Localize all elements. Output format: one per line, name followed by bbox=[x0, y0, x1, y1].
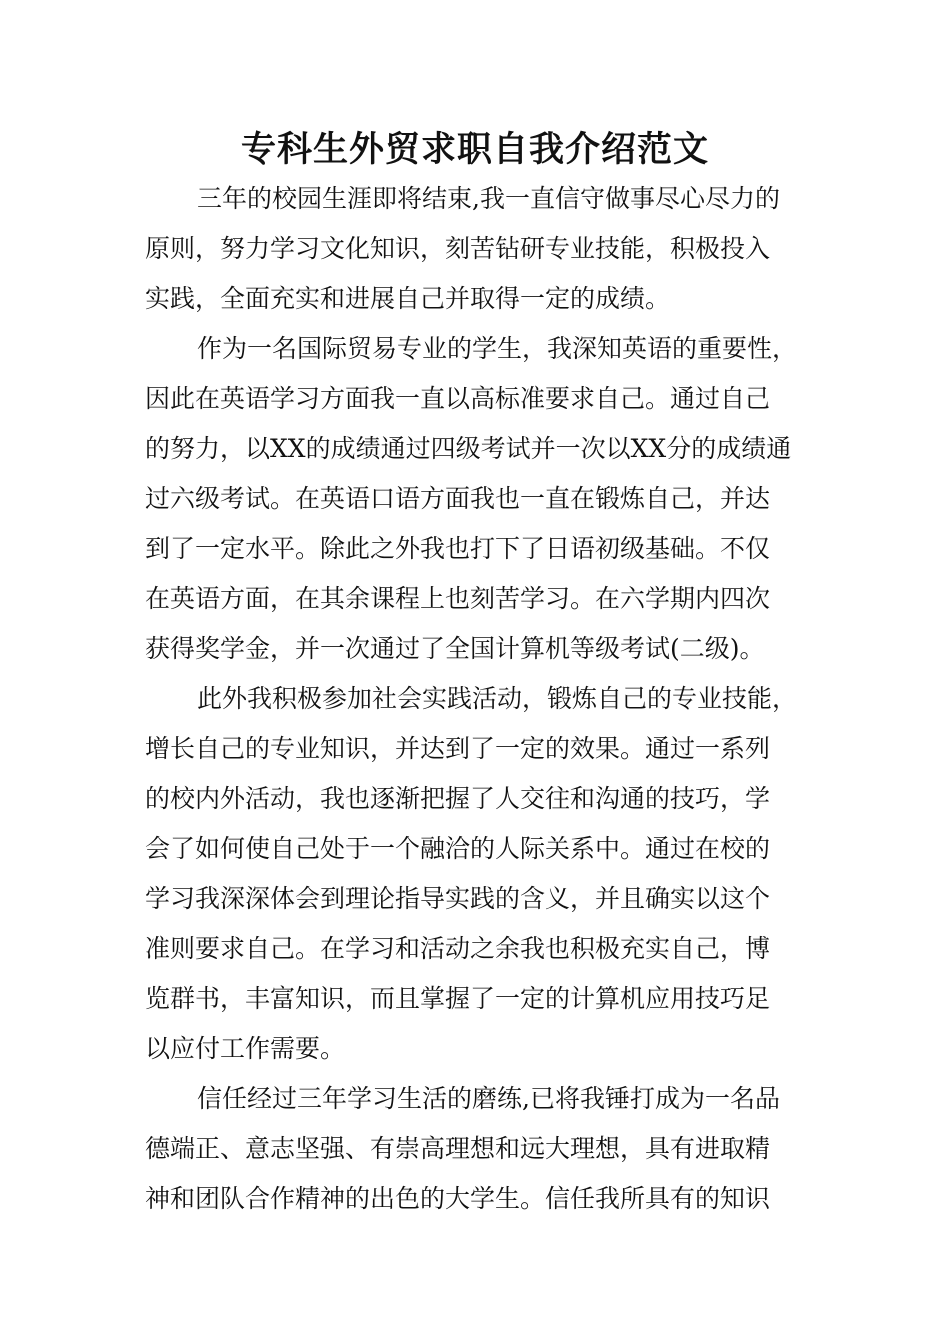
paragraph-line: 以应付工作需要。 bbox=[145, 1034, 346, 1063]
paragraph-line: 原则，努力学习文化知识，刻苦钻研专业技能，积极投入 bbox=[145, 234, 771, 263]
paragraph-line: 会了如何使自己处于一个融洽的人际关系中。通过在校的 bbox=[145, 834, 771, 863]
paragraph-line: 览群书，丰富知识，而且掌握了一定的计算机应用技巧足 bbox=[145, 984, 771, 1013]
document-body bbox=[145, 174, 813, 1224]
paragraph-line: 增长自己的专业知识，并达到了一定的效果。通过一系列 bbox=[145, 734, 771, 763]
paragraph-line: 准则要求自己。在学习和活动之余我也积极充实自己，博 bbox=[145, 934, 771, 963]
paragraph-line: 神和团队合作精神的出色的大学生。信任我所具有的知识 bbox=[145, 1184, 771, 1213]
paragraph-line: 的努力，以XX的成绩通过四级考试并一次以XX分的成绩通 bbox=[145, 434, 792, 463]
paragraph-1 bbox=[145, 174, 813, 324]
paragraph-line: 德端正、意志坚强、有崇高理想和远大理想，具有进取精 bbox=[145, 1134, 771, 1163]
paragraph-line: 获得奖学金，并一次通过了全国计算机等级考试(二级)。 bbox=[145, 634, 765, 663]
paragraph-line: 学习我深深体会到理论指导实践的含义，并且确实以这个 bbox=[145, 884, 771, 913]
document-title: 专科生外贸求职自我介绍范文 bbox=[240, 129, 709, 170]
paragraph-line: 因此在英语学习方面我一直以高标准要求自己。通过自己 bbox=[145, 384, 771, 413]
paragraph-2 bbox=[145, 324, 813, 674]
paragraph-line: 此外我积极参加社会实践活动，锻炼自己的专业技能， bbox=[197, 684, 798, 713]
paragraph-line: 作为一名国际贸易专业的学生，我深知英语的重要性， bbox=[197, 334, 798, 363]
paragraph-3 bbox=[145, 674, 813, 1074]
paragraph-line: 过六级考试。在英语口语方面我也一直在锻炼自己，并达 bbox=[145, 484, 771, 513]
paragraph-line: 的校内外活动，我也逐渐把握了人交往和沟通的技巧，学 bbox=[145, 784, 771, 813]
paragraph-4 bbox=[145, 1074, 813, 1224]
paragraph-line: 到了一定水平。除此之外我也打下了日语初级基础。不仅 bbox=[145, 534, 771, 563]
paragraph-line: 三年的校园生涯即将结束,我一直信守做事尽心尽力的 bbox=[197, 184, 780, 213]
paragraph-line: 信任经过三年学习生活的磨练,已将我锤打成为一名品 bbox=[197, 1084, 780, 1113]
paragraph-line: 实践，全面充实和进展自己并取得一定的成绩。 bbox=[145, 284, 671, 313]
paragraph-line: 在英语方面，在其余课程上也刻苦学习。在六学期内四次 bbox=[145, 584, 771, 613]
